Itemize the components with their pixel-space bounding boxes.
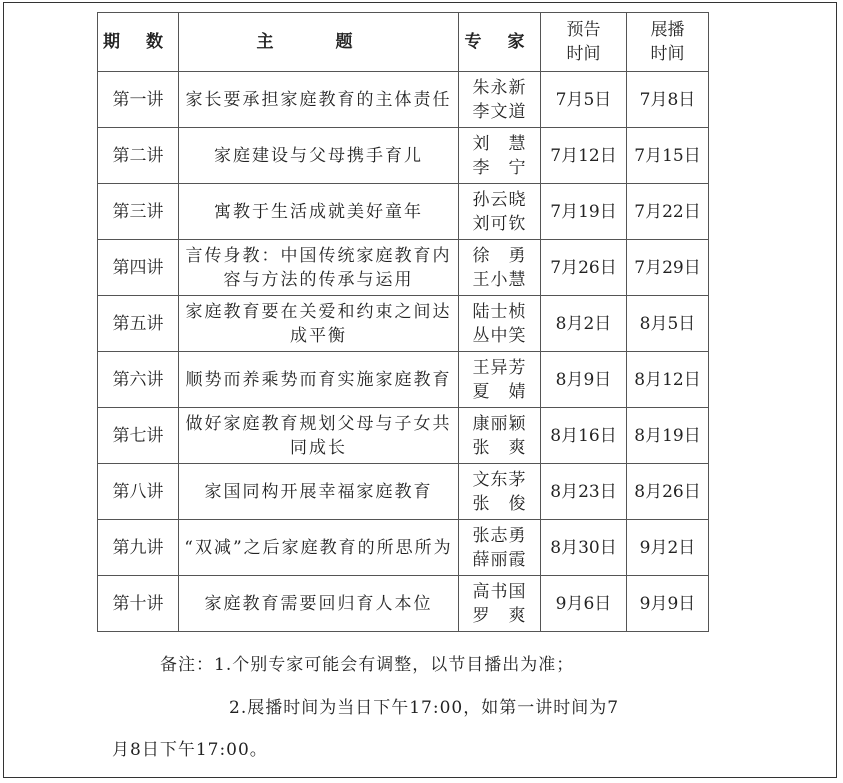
cell-issue: 第四讲 bbox=[98, 240, 179, 296]
note-2-continued: 月8日下午17:00。 bbox=[112, 740, 268, 760]
cell-topic: 做好家庭教育规划父母与子女共同成长 bbox=[179, 408, 459, 464]
cell-topic: 言传身教：中国传统家庭教育内容与方法的传承与运用 bbox=[179, 240, 459, 296]
expert-name: 孙云晓 bbox=[472, 189, 527, 210]
table-row bbox=[98, 576, 709, 632]
table-row bbox=[98, 184, 709, 240]
header-issue: 期 数 bbox=[98, 13, 179, 72]
cell-issue: 第八讲 bbox=[98, 464, 179, 520]
cell-broadcast-date: 8月5日 bbox=[627, 296, 709, 352]
cell-preview-date: 7月19日 bbox=[541, 184, 627, 240]
expert-name: 陆士桢 bbox=[472, 301, 527, 322]
expert-name: 罗 爽 bbox=[472, 605, 527, 626]
cell-topic: 寓教于生活成就美好童年 bbox=[179, 184, 459, 240]
cell-broadcast-date: 9月9日 bbox=[627, 576, 709, 632]
cell-preview-date: 7月12日 bbox=[541, 128, 627, 184]
cell-preview-date: 8月9日 bbox=[541, 352, 627, 408]
expert-name: 朱永新 bbox=[472, 77, 527, 98]
table-row bbox=[98, 520, 709, 576]
cell-preview-date: 7月26日 bbox=[541, 240, 627, 296]
cell-issue: 第六讲 bbox=[98, 352, 179, 408]
table-row bbox=[98, 240, 709, 296]
expert-name: 夏 婧 bbox=[472, 381, 527, 402]
cell-preview-date: 8月23日 bbox=[541, 464, 627, 520]
expert-name: 王异芳 bbox=[472, 357, 527, 378]
table-row bbox=[98, 296, 709, 352]
cell-issue: 第三讲 bbox=[98, 184, 179, 240]
cell-broadcast-date: 7月22日 bbox=[627, 184, 709, 240]
cell-broadcast-date: 8月12日 bbox=[627, 352, 709, 408]
expert-name: 王小慧 bbox=[472, 269, 527, 290]
header-broadcast-time: 展播 时间 bbox=[627, 13, 709, 72]
cell-broadcast-date: 7月29日 bbox=[627, 240, 709, 296]
header-topic: 主 题 bbox=[179, 13, 459, 72]
cell-experts bbox=[459, 296, 541, 352]
table-row bbox=[98, 72, 709, 128]
cell-broadcast-date: 8月19日 bbox=[627, 408, 709, 464]
expert-name: 张志勇 bbox=[472, 525, 527, 546]
cell-topic: 家长要承担家庭教育的主体责任 bbox=[179, 72, 459, 128]
expert-name: 刘 慧 bbox=[472, 133, 527, 154]
expert-name: 张 爽 bbox=[472, 437, 527, 458]
table-row bbox=[98, 128, 709, 184]
cell-experts bbox=[459, 72, 541, 128]
cell-topic: 家庭教育要在关爱和约束之间达成平衡 bbox=[179, 296, 459, 352]
cell-issue: 第九讲 bbox=[98, 520, 179, 576]
cell-experts bbox=[459, 128, 541, 184]
expert-name: 李文道 bbox=[472, 101, 527, 122]
expert-name: 文东茅 bbox=[472, 469, 527, 490]
cell-broadcast-date: 7月8日 bbox=[627, 72, 709, 128]
table-row bbox=[98, 408, 709, 464]
cell-preview-date: 8月16日 bbox=[541, 408, 627, 464]
cell-preview-date: 8月30日 bbox=[541, 520, 627, 576]
cell-experts bbox=[459, 352, 541, 408]
expert-name: 刘可钦 bbox=[472, 213, 527, 234]
expert-name: 康丽颖 bbox=[472, 413, 527, 434]
cell-topic: 家国同构开展幸福家庭教育 bbox=[179, 464, 459, 520]
header-expert: 专 家 bbox=[459, 13, 541, 72]
cell-broadcast-date: 7月15日 bbox=[627, 128, 709, 184]
cell-issue: 第二讲 bbox=[98, 128, 179, 184]
cell-issue: 第七讲 bbox=[98, 408, 179, 464]
cell-preview-date: 9月6日 bbox=[541, 576, 627, 632]
expert-name: 丛中笑 bbox=[472, 325, 527, 346]
cell-issue: 第一讲 bbox=[98, 72, 179, 128]
cell-preview-date: 7月5日 bbox=[541, 72, 627, 128]
cell-experts bbox=[459, 408, 541, 464]
cell-topic: 顺势而养乘势而育实施家庭教育 bbox=[179, 352, 459, 408]
cell-issue: 第五讲 bbox=[98, 296, 179, 352]
expert-name: 徐 勇 bbox=[472, 245, 527, 266]
expert-name: 高书国 bbox=[472, 581, 527, 602]
cell-topic: “双减”之后家庭教育的所思所为 bbox=[179, 520, 459, 576]
table-row bbox=[98, 352, 709, 408]
cell-experts bbox=[459, 576, 541, 632]
cell-topic: 家庭教育需要回归育人本位 bbox=[179, 576, 459, 632]
cell-preview-date: 8月2日 bbox=[541, 296, 627, 352]
note-2: 2.展播时间为当日下午17:00，如第一讲时间为7 bbox=[229, 698, 620, 718]
table-header-row bbox=[98, 13, 709, 72]
cell-experts bbox=[459, 240, 541, 296]
cell-experts bbox=[459, 184, 541, 240]
expert-name: 张 俊 bbox=[472, 493, 527, 514]
header-preview-time: 预告 时间 bbox=[541, 13, 627, 72]
cell-topic: 家庭建设与父母携手育儿 bbox=[179, 128, 459, 184]
expert-name: 薛丽霞 bbox=[472, 549, 527, 570]
note-1: 备注：1.个别专家可能会有调整，以节目播出为准； bbox=[160, 655, 575, 675]
expert-name: 李 宁 bbox=[472, 157, 527, 178]
table-row bbox=[98, 464, 709, 520]
cell-broadcast-date: 8月26日 bbox=[627, 464, 709, 520]
cell-experts bbox=[459, 464, 541, 520]
cell-issue: 第十讲 bbox=[98, 576, 179, 632]
schedule-table bbox=[97, 12, 709, 632]
cell-experts bbox=[459, 520, 541, 576]
cell-broadcast-date: 9月2日 bbox=[627, 520, 709, 576]
